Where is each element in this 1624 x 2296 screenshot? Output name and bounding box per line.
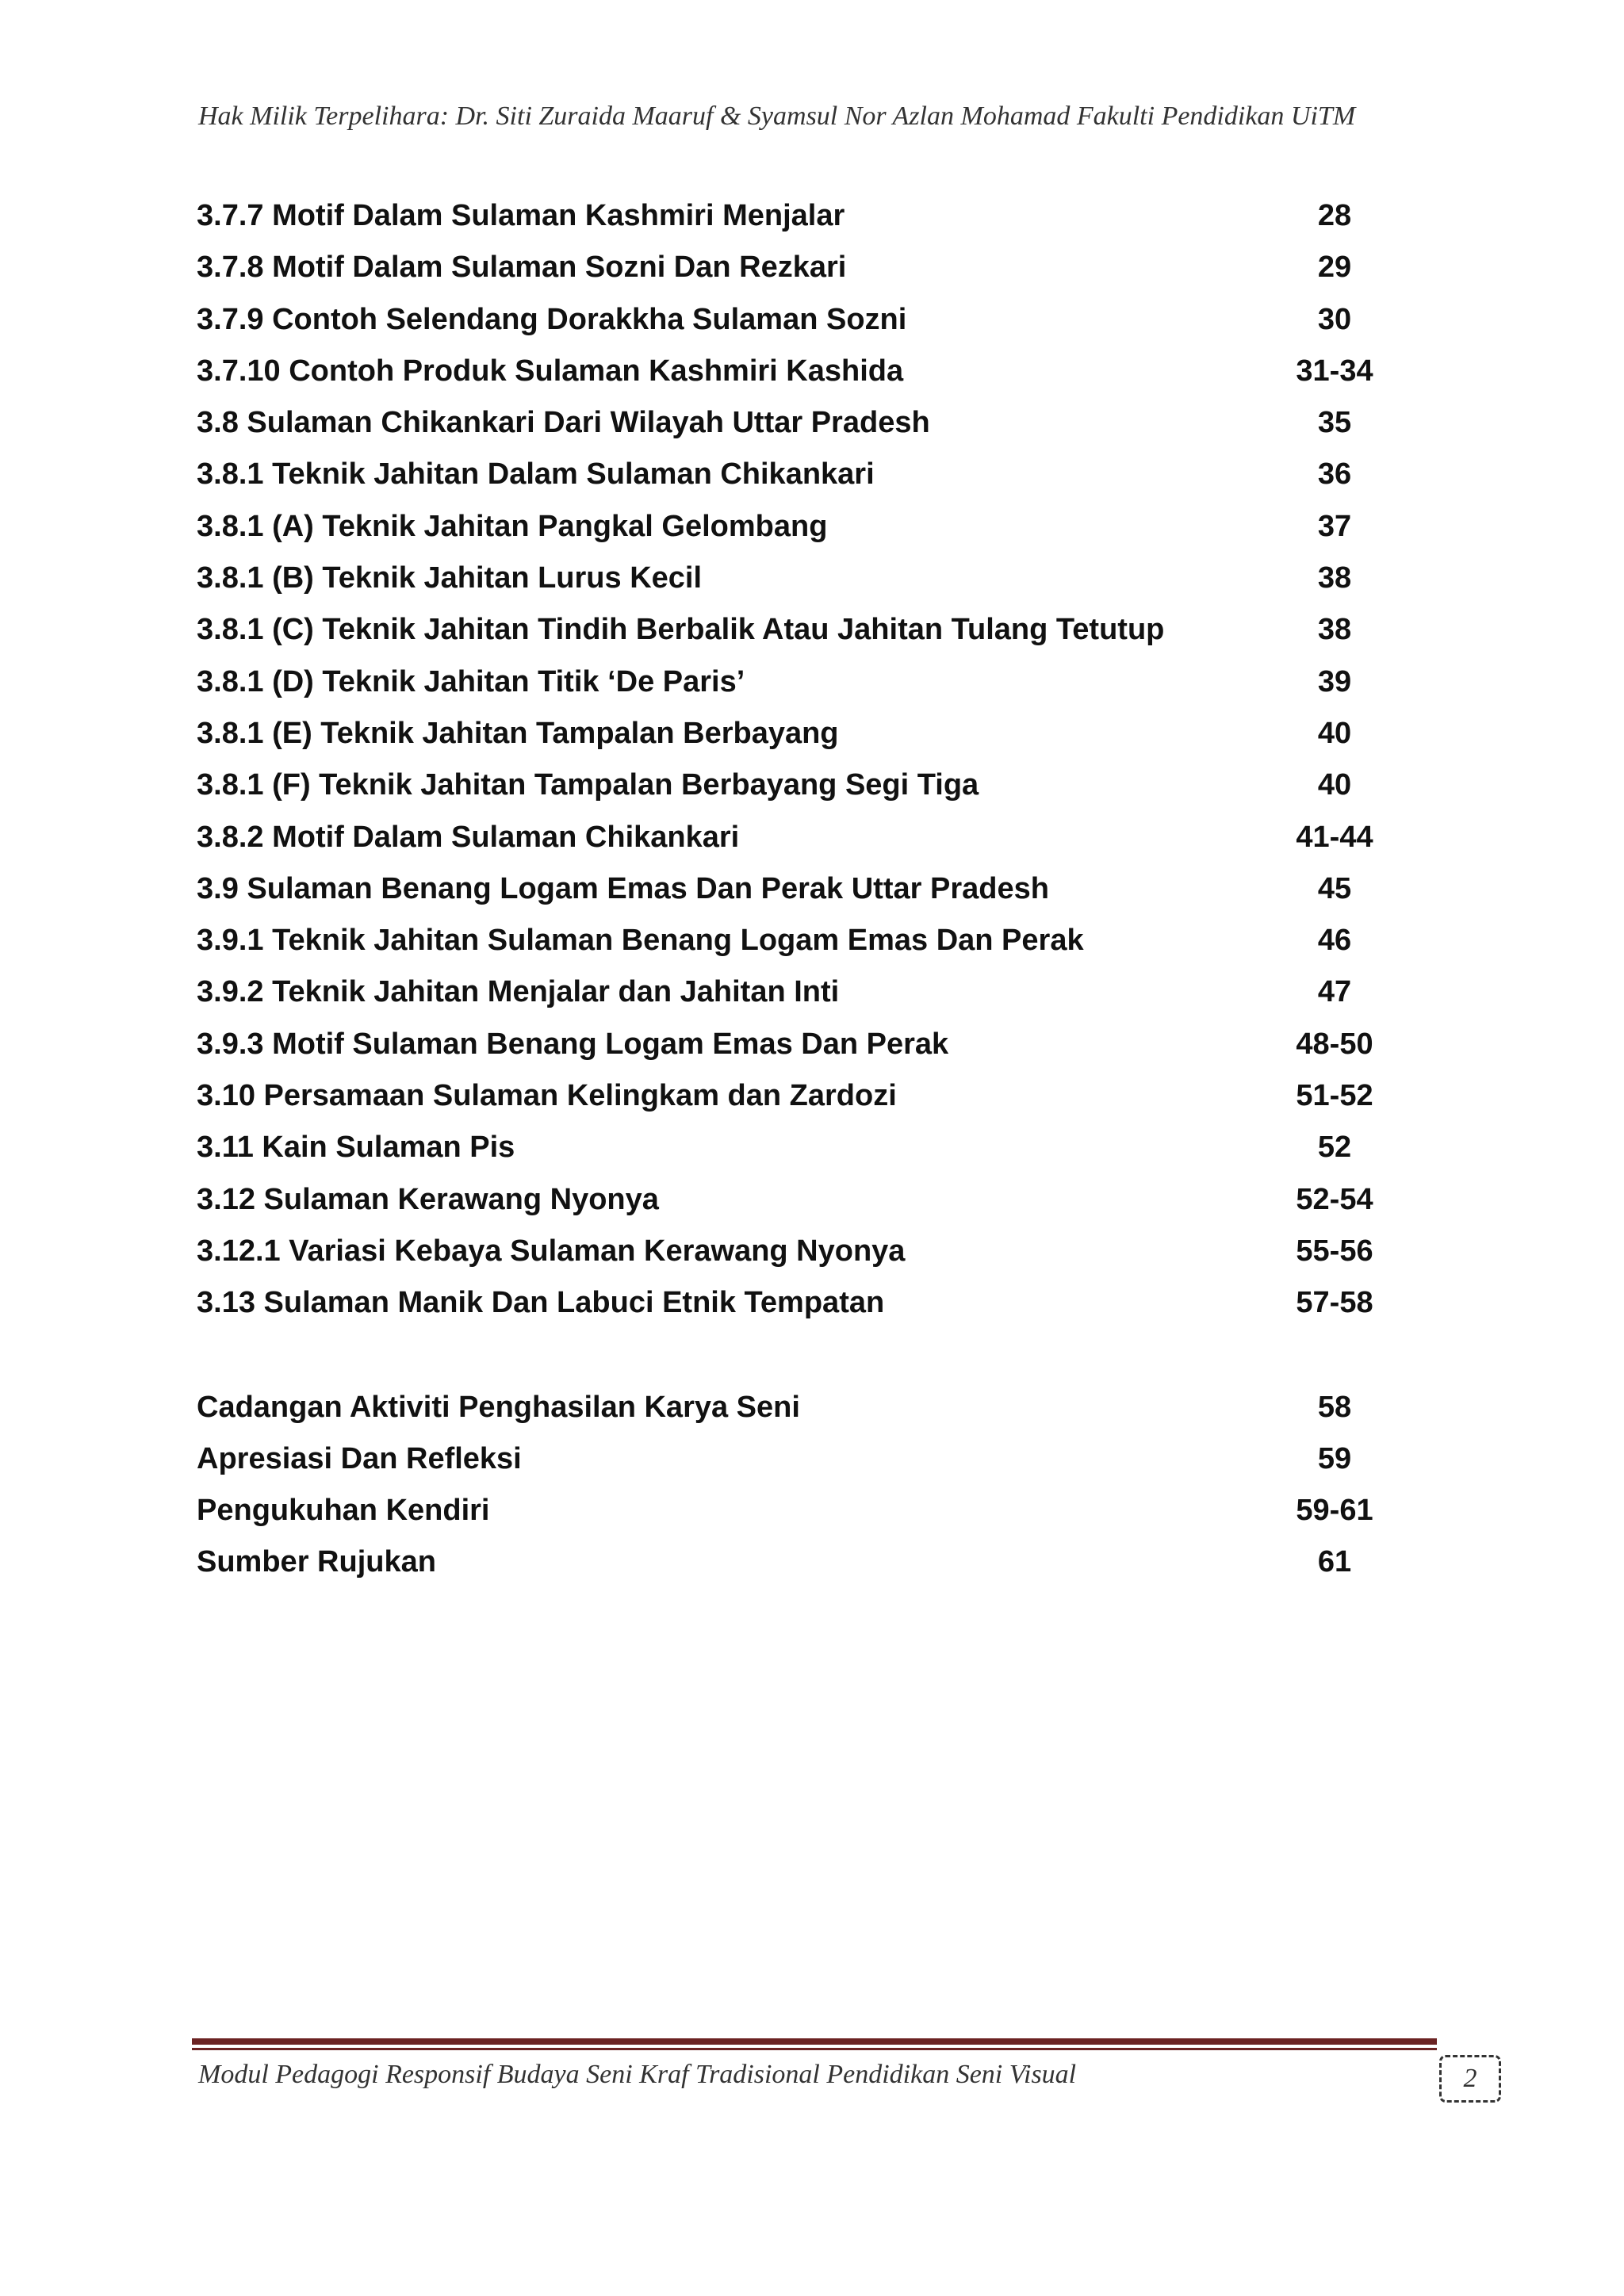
toc-entry: [197, 1433, 1378, 1485]
toc-entry: [197, 1485, 1378, 1536]
toc-entry-page: 47: [1317, 975, 1352, 1009]
toc-entry-title: 3.9 Sulaman Benang Logam Emas Dan Perak Uttar Pradesh: [197, 871, 1049, 905]
toc-entry: [197, 966, 1378, 1018]
toc-entry-page: 38: [1317, 561, 1352, 595]
table-of-contents: [197, 190, 1378, 1589]
toc-entry: [197, 346, 1378, 397]
page-header: Hak Milik Terpelihara: Dr. Siti Zuraida Maaruf & Syamsul Nor Azlan Mohamad Fakulti Pendidikan UiTM: [198, 101, 1356, 131]
toc-entry-title: 3.7.8 Motif Dalam Sulaman Sozni Dan Rezkari: [197, 251, 847, 285]
toc-entry: [197, 812, 1378, 863]
toc-entry-title: 3.7.9 Contoh Selendang Dorakkha Sulaman Sozni: [197, 302, 907, 336]
toc-entry-page: 35: [1317, 406, 1352, 440]
toc-entry-page: 36: [1317, 457, 1352, 492]
toc-entry-title: 3.10 Persamaan Sulaman Kelingkam dan Zardozi: [197, 1079, 897, 1113]
toc-entry: [197, 553, 1378, 604]
toc-entry-title: 3.11 Kain Sulaman Pis: [197, 1131, 515, 1165]
toc-entry: [197, 242, 1378, 293]
toc-entry-page: 59: [1317, 1441, 1352, 1475]
toc-entry-page: 55-56: [1296, 1234, 1373, 1268]
toc-entry-title: 3.9.2 Teknik Jahitan Menjalar dan Jahitan Inti: [197, 975, 840, 1009]
toc-entry-title: Pengukuhan Kendiri: [197, 1494, 490, 1528]
toc-entry-title: 3.8.1 (A) Teknik Jahitan Pangkal Gelombang: [197, 509, 828, 543]
toc-entry-title: 3.9.1 Teknik Jahitan Sulaman Benang Logam Emas Dan Perak: [197, 924, 1084, 958]
toc-entry: [197, 449, 1378, 500]
toc-entry-page: 59-61: [1296, 1494, 1373, 1528]
toc-entry-page: 39: [1317, 664, 1352, 698]
toc-entry-page: 37: [1317, 509, 1352, 543]
toc-entry: [197, 397, 1378, 449]
toc-entry-page: 58: [1317, 1390, 1352, 1424]
toc-entry-page: 40: [1317, 768, 1352, 802]
footer-rule-thin: [192, 2048, 1437, 2050]
page-footer: Modul Pedagogi Responsif Budaya Seni Kraf Tradisional Pendidikan Seni Visual: [198, 2060, 1077, 2089]
toc-entry-page: 29: [1317, 251, 1352, 285]
toc-entry: [197, 656, 1378, 708]
toc-entry: [197, 1070, 1378, 1122]
toc-entry-title: 3.8.1 (B) Teknik Jahitan Lurus Kecil: [197, 561, 703, 595]
toc-entry-page: 52: [1317, 1131, 1352, 1165]
footer-rule: [192, 2038, 1437, 2045]
toc-entry-title: Sumber Rujukan: [197, 1545, 436, 1579]
toc-entry-title: 3.8.1 (F) Teknik Jahitan Tampalan Berbayang Segi Tiga: [197, 768, 979, 802]
toc-entry-page: 51-52: [1296, 1079, 1373, 1113]
toc-entry-title: 3.8 Sulaman Chikankari Dari Wilayah Uttar Pradesh: [197, 406, 930, 440]
toc-entry: [197, 863, 1378, 915]
toc-entry: [197, 1277, 1378, 1329]
toc-entry-page: 45: [1317, 871, 1352, 905]
toc-entry: [197, 294, 1378, 346]
toc-entry: [197, 190, 1378, 242]
toc-entry-title: 3.9.3 Motif Sulaman Benang Logam Emas Dan Perak: [197, 1027, 949, 1061]
toc-entry: [197, 708, 1378, 760]
toc-entry-page: 46: [1317, 924, 1352, 958]
toc-entry: [197, 1019, 1378, 1070]
toc-entry-page: 52-54: [1296, 1182, 1373, 1216]
toc-entry-page: 30: [1317, 302, 1352, 336]
toc-entry: [197, 915, 1378, 966]
toc-entry-title: 3.7.7 Motif Dalam Sulaman Kashmiri Menjalar: [197, 199, 845, 232]
toc-entry-title: Apresiasi Dan Refleksi: [197, 1441, 522, 1475]
toc-entry-page: 38: [1317, 613, 1352, 647]
toc-entry-title: 3.8.2 Motif Dalam Sulaman Chikankari: [197, 820, 740, 854]
toc-entry: [197, 604, 1378, 656]
toc-entry: [197, 1174, 1378, 1226]
toc-entry: [197, 760, 1378, 811]
toc-spacer: [197, 1330, 1378, 1382]
toc-entry-title: 3.8.1 (D) Teknik Jahitan Titik ‘De Paris’: [197, 664, 745, 698]
toc-entry-page: 41-44: [1296, 820, 1373, 854]
toc-entry-title: 3.12 Sulaman Kerawang Nyonya: [197, 1182, 659, 1216]
toc-entry: [197, 1536, 1378, 1588]
toc-entry-title: 3.8.1 (E) Teknik Jahitan Tampalan Berbayang: [197, 716, 839, 750]
toc-entry-page: 31-34: [1296, 354, 1373, 388]
page-number: 2: [1439, 2055, 1501, 2103]
toc-entry-page: 48-50: [1296, 1027, 1373, 1061]
toc-entry: [197, 1122, 1378, 1173]
toc-entry-page: 28: [1317, 199, 1352, 232]
toc-entry: [197, 501, 1378, 553]
toc-entry: [197, 1382, 1378, 1433]
toc-entry-title: 3.12.1 Variasi Kebaya Sulaman Kerawang Nyonya: [197, 1234, 906, 1268]
toc-entry-page: 61: [1317, 1545, 1352, 1579]
toc-entry-title: Cadangan Aktiviti Penghasilan Karya Seni: [197, 1390, 800, 1424]
toc-entry-title: 3.8.1 Teknik Jahitan Dalam Sulaman Chikankari: [197, 457, 875, 492]
toc-entry: [197, 1226, 1378, 1277]
toc-entry-title: 3.7.10 Contoh Produk Sulaman Kashmiri Kashida: [197, 354, 904, 388]
toc-entry-title: 3.13 Sulaman Manik Dan Labuci Etnik Tempatan: [197, 1286, 885, 1320]
toc-entry-page: 57-58: [1296, 1286, 1373, 1320]
toc-entry-page: 40: [1317, 716, 1352, 750]
toc-entry-title: 3.8.1 (C) Teknik Jahitan Tindih Berbalik Atau Jahitan Tulang Tetutup: [197, 613, 1165, 647]
